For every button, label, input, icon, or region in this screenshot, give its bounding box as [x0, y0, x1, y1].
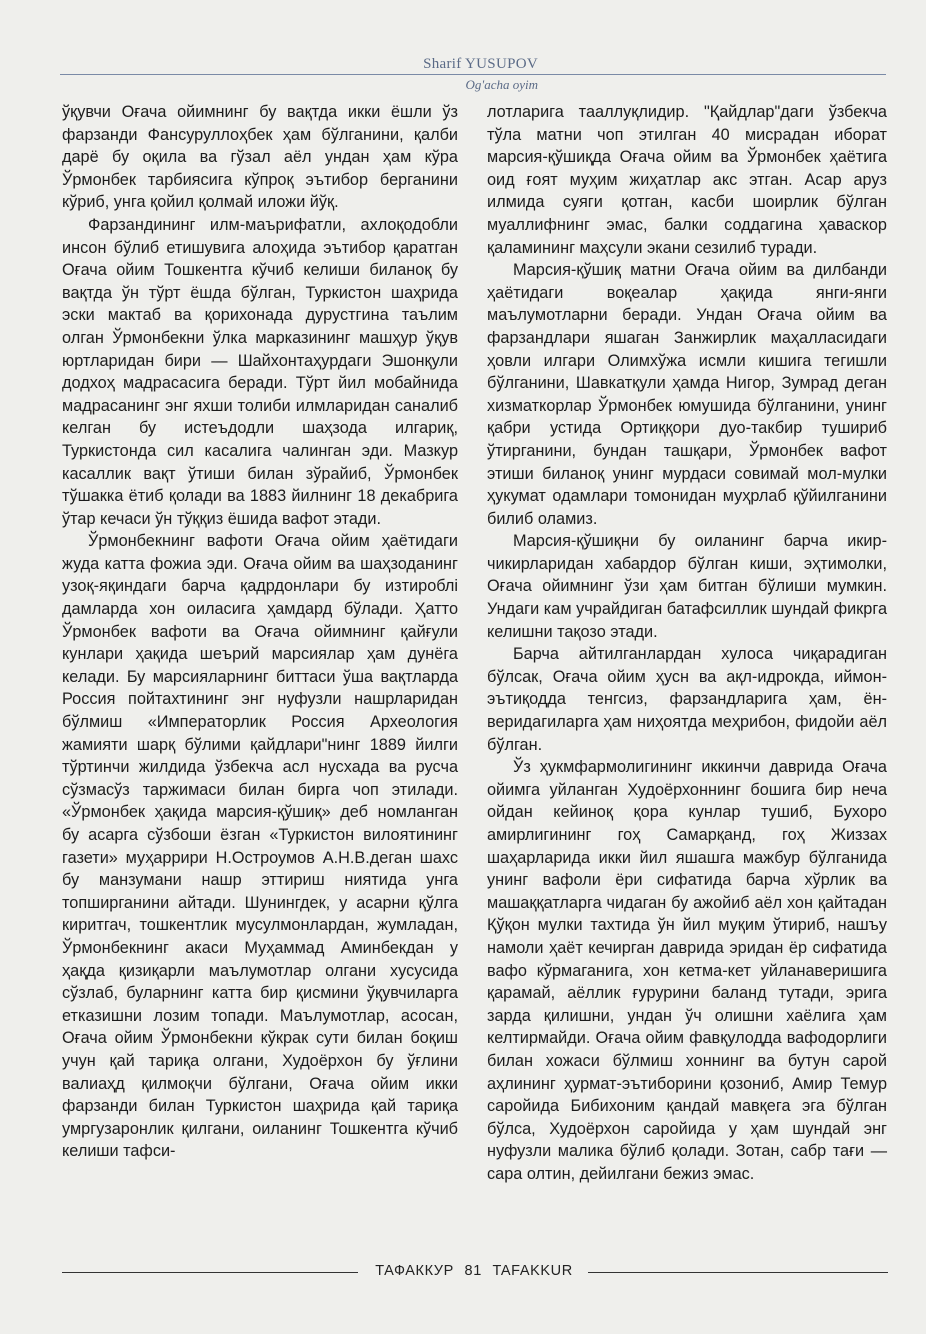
header-author: Sharif YUSUPOV	[423, 56, 538, 72]
paragraph: ўқувчи Оғача ойимнинг бу вақтда икки ёшли ўз фарзанди Фансуруллоҳбек ҳам бўлганини, қалби дарё бу оқила ва гўзал аёл ундан ҳам кўра Ўрмонбек тарбиясига кўпроқ эътибор берганини кўриб, унга қойил қолмай иложи йўқ.	[62, 103, 458, 212]
footer-rule-left	[62, 1272, 358, 1273]
page-footer	[62, 1262, 888, 1282]
footer-journal-latin: TAFAKKUR	[492, 1263, 573, 1279]
paragraph: Марсия-қўшиқ матни Оғача ойим ва дилбанди ҳаётидаги воқеалар ҳақида янги-янги маълумотларни беради. Ундан Оғача ойим ва фарзандлари яшаган Занжирлик маҳалласидаги ҳовли илгари Олимхўжа исмли кишига тегишли бўлганини, Шавкатқули ҳамда Нигор, Зумрад деган хизматкорлар Ўрмонбек юмушида бўлганини, унинг қабри устида Ортиққори дуо-такбир тушириб ўтирганини, бундан ташқари, Ўрмонбек вафот этиши биланоқ унинг мурдаси совимай мол-мулки ҳукумат одамлари томонидан муҳрлаб қўйилганини билиб оламиз.	[487, 261, 887, 528]
page-number: 81	[464, 1263, 482, 1279]
paragraph: Марсия-қўшиқни бу оиланинг барча икир-чикирларидан хабардор бўлган киши, эҳтимолки, Оғача ойимнинг ўзи ҳам битган бўлиши мумкин. Ундаги кам учрайдиган батафсиллик шундай фикрга келишни тақозо этади.	[487, 532, 887, 641]
footer-text	[367, 1263, 581, 1279]
paragraph: Ўз ҳукмфармолигининг иккинчи даврида Оғача ойимга уйланган Худоёрхоннинг бошига бир неча ойдан кейиноқ қора кунлар тушиб, Бухоро амирлигининг гоҳ Самарқанд, гоҳ Жиззах шаҳарларида икки йил яшашга мажбур бўлганида унинг вафоли ёри сифатида барча хўрлик ва машаққатларга чидаган бу ажойиб аёл хон қайтадан Қўқон мулки тахтида ўн йил муқим ўтириб, нашъу намоли ҳаёт кечирган даврида эридан ёр сифатида вафо кўрмаганига, хон кетма-кет уйланаверишига қарамай, аёллик ғурурини баланд тутади, эрига зарда қилишни, ундан ўч олишни хаёлига ҳам келтирмайди. Оғача ойим фавқулодда вафодорлиги билан хожаси бўлмиш хоннинг ва бутун сарой аҳлининг ҳурмат-эътиборини қозониб, Амир Темур саройида Бибихоним қандай мавқега эга бўлган бўлса, Худоёрхон саройида у ҳам шундай энг нуфузли малика бўлиб қолади. Зотан, сабр тағи — сара олтин, дейилгани бежиз эмас.	[487, 758, 887, 1183]
paragraph: Барча айтилганлардан хулоса чиқарадиган бўлсак, Оғача ойим ҳусн ва ақл-идрокда, иймон-эътиқодда тенгсиз, фарзандларига ҳам, ён-веридагиларга ҳам ниҳоятда меҳрибон, фидойи аёл бўлган.	[487, 645, 887, 754]
running-head	[60, 56, 886, 96]
footer-rule-right	[588, 1272, 888, 1273]
left-column	[62, 101, 458, 1163]
paragraph: лотларига тааллуқлидир. "Қайдлар"даги ўзбекча тўла матни чоп этилган 40 мисрадан иборат марсия-қўшиқда Оғача ойим ва Ўрмонбек ҳаётига оид ғоят муҳим жиҳатлар акс этган. Асар аруз илмида суяги қотган, касби шоирлик бўлган муаллифнинг эмас, балки соддагина ҳаваскор қаламининг маҳсули экани сезилиб туради.	[487, 103, 887, 257]
header-rule	[60, 74, 886, 75]
paragraph: Фарзандининг илм-маърифатли, ахлоқодобли инсон бўлиб етишувига алоҳида эътибор қаратган Оғача ойим Тошкентга кўчиб келиши биланоқ бу вақтда ўн тўрт ёшда бўлган, Туркистон шаҳрида эски мактаб ва қорихонада дурустгина таълим олган Ўрмонбекни ўлка марказининг машҳур ўқув юртларидан бири — Шайхонтаҳурдаги Эшонқули додхоҳ мадрасасига беради. Тўрт йил мобайнида мадрасанинг энг яхши толиби илмлаpидан саналиб келган бу истеъдодли шаҳзода илгариқ, Туркистонда сил касалига чалинган эди. Мазкур касаллик вақт ўтиши билан зўрайиб, Ўрмонбек тўшакка ётиб қолади ва 1883 йилнинг 18 декабрига ўтар кечаси ўн тўққиз ёшида вафот этади.	[62, 215, 458, 528]
right-column	[487, 101, 887, 1186]
header-title: Og'acha oyim	[465, 77, 538, 92]
paragraph: Ўрмонбекнинг вафоти Оғача ойим ҳаётидаги жуда катта фожиа эди. Оғача ойим ва шаҳзоданинг узоқ-яқиндаги барча қадрдонлари бу изтироблі дамларда хон оиласига ҳамдард бўлади. Ҳатто Ўрмонбек вафоти ва Оғача ойимнинг қайғули кунлари ҳақида шеърий марсиялар ҳам дунёга келади. Бу марсияларнинг биттаси ўша вақтларда Россия пойтахтининг энг нуфузли нашрларидан бўлмиш «Императорлик Россия Археология жамияти шарқ бўлими қайдлари"нинг 1889 йилги тўртинчи жилдида ўзбекча асл нусхада ва русча сўзмасўз таржимаси билан бирга чоп этилади. «Ўрмонбек ҳақида марсия-қўшиқ» деб номланган бу асарга сўзбоши ёзган «Туркистон вилоятининг газети» муҳаррири Н.Остроумов А.Н.В.деган шахс бу манзумани нашр эттириш ниятида унга топширганини айтади. Шунингдек, у асарни қўлга киритгач, тошкентлик мусулмонлардан, жумладан, Ўрмонбекнинг акаси Муҳаммад Аминбекдан у ҳақда қизиқарли маълумотлар олгани хусусида сўзлаб, буларнинг катта бир қисмини ўқувчиларга етказишни лозим топади. Маълумотлар, асосан, Оғача ойим Ўрмонбекни кўкрак сути билан боқиш учун қай тариқа олгани, Худоёрхон бу ўғлини валиаҳд қилмоқчи бўлгани, Оғача ойим икки фарзанди билан Туркистон шаҳрида қай тариқа умргузаронлик қилгани, оиланинг Тошкентга кўчиб келиши тафси-	[62, 532, 458, 1161]
footer-journal-cyrillic: ТАФАККУР	[375, 1263, 454, 1279]
